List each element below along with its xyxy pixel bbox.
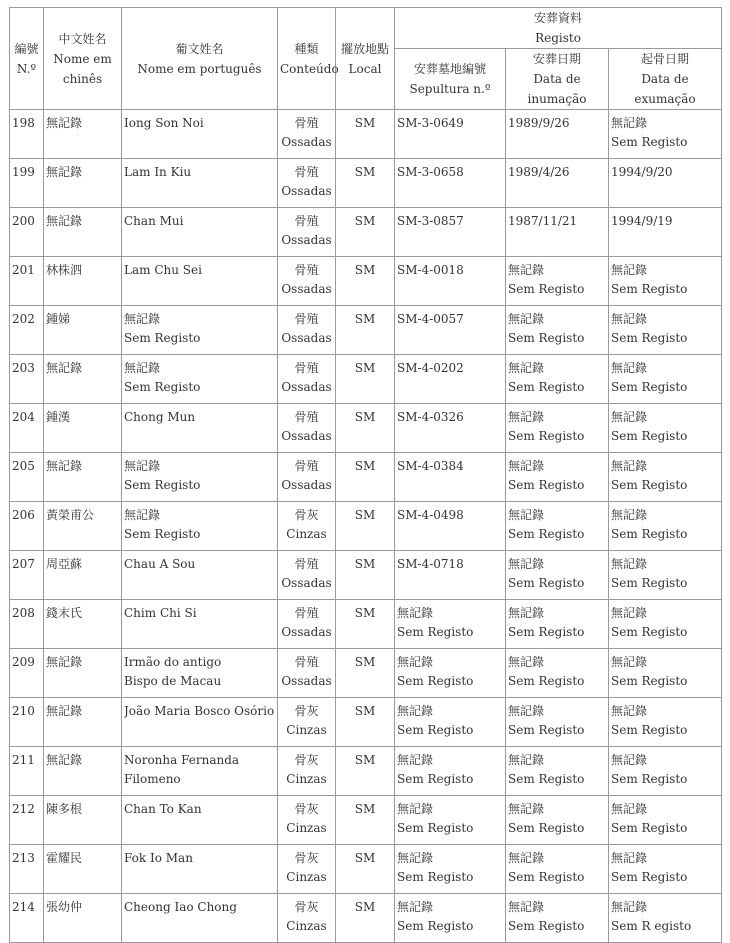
record-number: 207 bbox=[10, 551, 44, 600]
table-row bbox=[10, 600, 722, 649]
grave-number-cell: SM-4-0202 bbox=[395, 355, 506, 404]
table-row bbox=[10, 796, 722, 845]
table-row bbox=[10, 306, 722, 355]
exhumation-date-cell: 無記錄 Sem Registo bbox=[609, 551, 722, 600]
burial-date-cell: 無記錄 Sem Registo bbox=[506, 796, 609, 845]
location-cell: SM bbox=[336, 600, 395, 649]
grave-number-cell: 無記錄 Sem Registo bbox=[395, 698, 506, 747]
location-cell: SM bbox=[336, 649, 395, 698]
grave-number-cell: SM-3-0658 bbox=[395, 159, 506, 208]
table-row bbox=[10, 747, 722, 796]
burial-date-cell: 無記錄 Sem Registo bbox=[506, 404, 609, 453]
content-cell: 骨殖 Ossadas bbox=[278, 355, 336, 404]
table-row bbox=[10, 551, 722, 600]
location-cell: SM bbox=[336, 110, 395, 159]
burial-date-cell: 1989/4/26 bbox=[506, 159, 609, 208]
content-cell: 骨灰 Cinzas bbox=[278, 747, 336, 796]
content-cell: 骨殖 Ossadas bbox=[278, 208, 336, 257]
portuguese-name-cell: 無記錄 Sem Registo bbox=[122, 453, 278, 502]
chinese-name-cell: 陳多根 bbox=[44, 796, 122, 845]
record-number: 202 bbox=[10, 306, 44, 355]
grave-number-cell: SM-4-0326 bbox=[395, 404, 506, 453]
table-row bbox=[10, 355, 722, 404]
record-number: 208 bbox=[10, 600, 44, 649]
content-cell: 骨殖 Ossadas bbox=[278, 159, 336, 208]
exhumation-date-cell: 無記錄 Sem Registo bbox=[609, 453, 722, 502]
content-cell: 骨殖 Ossadas bbox=[278, 551, 336, 600]
table-header bbox=[10, 8, 722, 110]
grave-number-cell: SM-4-0057 bbox=[395, 306, 506, 355]
portuguese-name-cell: Chan Mui bbox=[122, 208, 278, 257]
content-cell: 骨殖 Ossadas bbox=[278, 257, 336, 306]
portuguese-name-cell: João Maria Bosco Osório bbox=[122, 698, 278, 747]
chinese-name-cell: 鍾娣 bbox=[44, 306, 122, 355]
table-row bbox=[10, 649, 722, 698]
chinese-name-cell: 無記錄 bbox=[44, 208, 122, 257]
exhumation-date-cell: 無記錄 Sem Registo bbox=[609, 747, 722, 796]
portuguese-name-cell: Irmão do antigo Bispo de Macau bbox=[122, 649, 278, 698]
table-row bbox=[10, 110, 722, 159]
record-number: 211 bbox=[10, 747, 44, 796]
burial-date-cell: 無記錄 Sem Registo bbox=[506, 257, 609, 306]
chinese-name-cell: 林株泗 bbox=[44, 257, 122, 306]
header-portuguese-name: 葡文姓名 Nome em português bbox=[122, 8, 278, 110]
portuguese-name-cell: Cheong Iao Chong bbox=[122, 894, 278, 943]
location-cell: SM bbox=[336, 355, 395, 404]
chinese-name-cell: 錢末氏 bbox=[44, 600, 122, 649]
grave-number-cell: 無記錄 Sem Registo bbox=[395, 649, 506, 698]
location-cell: SM bbox=[336, 551, 395, 600]
chinese-name-cell: 黃榮甫公 bbox=[44, 502, 122, 551]
exhumation-date-cell: 無記錄 Sem Registo bbox=[609, 502, 722, 551]
record-number: 210 bbox=[10, 698, 44, 747]
exhumation-date-cell: 無記錄 Sem Registo bbox=[609, 600, 722, 649]
grave-number-cell: 無記錄 Sem Registo bbox=[395, 894, 506, 943]
burial-date-cell: 無記錄 Sem Registo bbox=[506, 747, 609, 796]
exhumation-date-cell: 無記錄 Sem Registo bbox=[609, 306, 722, 355]
content-cell: 骨殖 Ossadas bbox=[278, 649, 336, 698]
table-row bbox=[10, 453, 722, 502]
chinese-name-cell: 無記錄 bbox=[44, 110, 122, 159]
table-row bbox=[10, 698, 722, 747]
exhumation-date-cell: 無記錄 Sem Registo bbox=[609, 649, 722, 698]
grave-number-cell: 無記錄 Sem Registo bbox=[395, 747, 506, 796]
record-number: 204 bbox=[10, 404, 44, 453]
location-cell: SM bbox=[336, 502, 395, 551]
content-cell: 骨灰 Cinzas bbox=[278, 894, 336, 943]
header-number: 編號 N.º bbox=[10, 8, 44, 110]
portuguese-name-cell: Chan To Kan bbox=[122, 796, 278, 845]
portuguese-name-cell: Lam In Kiu bbox=[122, 159, 278, 208]
burial-date-cell: 無記錄 Sem Registo bbox=[506, 453, 609, 502]
burial-date-cell: 1989/9/26 bbox=[506, 110, 609, 159]
grave-number-cell: SM-4-0718 bbox=[395, 551, 506, 600]
record-number: 212 bbox=[10, 796, 44, 845]
header-content: 種類 Conteúdo bbox=[278, 8, 336, 110]
chinese-name-cell: 張幼仲 bbox=[44, 894, 122, 943]
chinese-name-cell: 無記錄 bbox=[44, 698, 122, 747]
chinese-name-cell: 霍耀民 bbox=[44, 845, 122, 894]
burial-date-cell: 無記錄 Sem Registo bbox=[506, 551, 609, 600]
record-number: 206 bbox=[10, 502, 44, 551]
location-cell: SM bbox=[336, 404, 395, 453]
chinese-name-cell: 無記錄 bbox=[44, 453, 122, 502]
exhumation-date-cell: 無記錄 Sem Registo bbox=[609, 796, 722, 845]
grave-number-cell: 無記錄 Sem Registo bbox=[395, 796, 506, 845]
record-number: 205 bbox=[10, 453, 44, 502]
exhumation-date-cell: 1994/9/20 bbox=[609, 159, 722, 208]
record-number: 209 bbox=[10, 649, 44, 698]
exhumation-date-cell: 無記錄 Sem Registo bbox=[609, 698, 722, 747]
content-cell: 骨灰 Cinzas bbox=[278, 796, 336, 845]
record-number: 203 bbox=[10, 355, 44, 404]
header-grave: 安葬墓地編號 Sepultura n.º bbox=[395, 49, 506, 110]
header-burial-date: 安葬日期 Data de inumação bbox=[506, 49, 609, 110]
burial-date-cell: 1987/11/21 bbox=[506, 208, 609, 257]
record-number: 200 bbox=[10, 208, 44, 257]
content-cell: 骨殖 Ossadas bbox=[278, 404, 336, 453]
burial-date-cell: 無記錄 Sem Registo bbox=[506, 698, 609, 747]
burial-records-table bbox=[9, 7, 722, 943]
burial-date-cell: 無記錄 Sem Registo bbox=[506, 600, 609, 649]
exhumation-date-cell: 無記錄 Sem Registo bbox=[609, 845, 722, 894]
exhumation-date-cell: 無記錄 Sem Registo bbox=[609, 404, 722, 453]
grave-number-cell: SM-4-0384 bbox=[395, 453, 506, 502]
table-row bbox=[10, 257, 722, 306]
table-row bbox=[10, 159, 722, 208]
header-exhumation-date: 起骨日期 Data de exumação bbox=[609, 49, 722, 110]
record-number: 201 bbox=[10, 257, 44, 306]
exhumation-date-cell: 1994/9/19 bbox=[609, 208, 722, 257]
location-cell: SM bbox=[336, 257, 395, 306]
content-cell: 骨殖 Ossadas bbox=[278, 453, 336, 502]
content-cell: 骨殖 Ossadas bbox=[278, 600, 336, 649]
burial-date-cell: 無記錄 Sem Registo bbox=[506, 355, 609, 404]
portuguese-name-cell: 無記錄 Sem Registo bbox=[122, 502, 278, 551]
table-row bbox=[10, 502, 722, 551]
chinese-name-cell: 無記錄 bbox=[44, 159, 122, 208]
location-cell: SM bbox=[336, 698, 395, 747]
grave-number-cell: SM-4-0018 bbox=[395, 257, 506, 306]
chinese-name-cell: 鍾漢 bbox=[44, 404, 122, 453]
chinese-name-cell: 無記錄 bbox=[44, 747, 122, 796]
burial-date-cell: 無記錄 Sem Registo bbox=[506, 894, 609, 943]
record-number: 213 bbox=[10, 845, 44, 894]
portuguese-name-cell: Iong Son Noi bbox=[122, 110, 278, 159]
burial-date-cell: 無記錄 Sem Registo bbox=[506, 306, 609, 355]
portuguese-name-cell: Chau A Sou bbox=[122, 551, 278, 600]
burial-date-cell: 無記錄 Sem Registo bbox=[506, 845, 609, 894]
table-row bbox=[10, 845, 722, 894]
record-number: 199 bbox=[10, 159, 44, 208]
chinese-name-cell: 周亞蘇 bbox=[44, 551, 122, 600]
portuguese-name-cell: Noronha Fernanda Filomeno bbox=[122, 747, 278, 796]
location-cell: SM bbox=[336, 159, 395, 208]
portuguese-name-cell: 無記錄 Sem Registo bbox=[122, 306, 278, 355]
chinese-name-cell: 無記錄 bbox=[44, 355, 122, 404]
header-registry: 安葬資料 Registo bbox=[395, 8, 722, 49]
chinese-name-cell: 無記錄 bbox=[44, 649, 122, 698]
exhumation-date-cell: 無記錄 Sem Registo bbox=[609, 355, 722, 404]
grave-number-cell: SM-4-0498 bbox=[395, 502, 506, 551]
burial-date-cell: 無記錄 Sem Registo bbox=[506, 502, 609, 551]
location-cell: SM bbox=[336, 747, 395, 796]
portuguese-name-cell: Lam Chu Sei bbox=[122, 257, 278, 306]
record-number: 214 bbox=[10, 894, 44, 943]
table-row bbox=[10, 894, 722, 943]
location-cell: SM bbox=[336, 453, 395, 502]
content-cell: 骨殖 Ossadas bbox=[278, 306, 336, 355]
exhumation-date-cell: 無記錄 Sem Registo bbox=[609, 110, 722, 159]
exhumation-date-cell: 無記錄 Sem Registo bbox=[609, 257, 722, 306]
location-cell: SM bbox=[336, 306, 395, 355]
table-row bbox=[10, 208, 722, 257]
table-row bbox=[10, 404, 722, 453]
exhumation-date-cell: 無記錄 Sem R egisto bbox=[609, 894, 722, 943]
table-body bbox=[10, 110, 722, 943]
grave-number-cell: SM-3-0857 bbox=[395, 208, 506, 257]
portuguese-name-cell: Fok Io Man bbox=[122, 845, 278, 894]
grave-number-cell: 無記錄 Sem Registo bbox=[395, 845, 506, 894]
location-cell: SM bbox=[336, 208, 395, 257]
header-location: 擺放地點 Local bbox=[336, 8, 395, 110]
location-cell: SM bbox=[336, 894, 395, 943]
content-cell: 骨灰 Cinzas bbox=[278, 502, 336, 551]
location-cell: SM bbox=[336, 796, 395, 845]
portuguese-name-cell: 無記錄 Sem Registo bbox=[122, 355, 278, 404]
header-chinese-name: 中文姓名 Nome em chinês bbox=[44, 8, 122, 110]
grave-number-cell: SM-3-0649 bbox=[395, 110, 506, 159]
content-cell: 骨灰 Cinzas bbox=[278, 698, 336, 747]
content-cell: 骨灰 Cinzas bbox=[278, 845, 336, 894]
record-number: 198 bbox=[10, 110, 44, 159]
content-cell: 骨殖 Ossadas bbox=[278, 110, 336, 159]
portuguese-name-cell: Chong Mun bbox=[122, 404, 278, 453]
grave-number-cell: 無記錄 Sem Registo bbox=[395, 600, 506, 649]
burial-date-cell: 無記錄 Sem Registo bbox=[506, 649, 609, 698]
location-cell: SM bbox=[336, 845, 395, 894]
portuguese-name-cell: Chim Chi Si bbox=[122, 600, 278, 649]
